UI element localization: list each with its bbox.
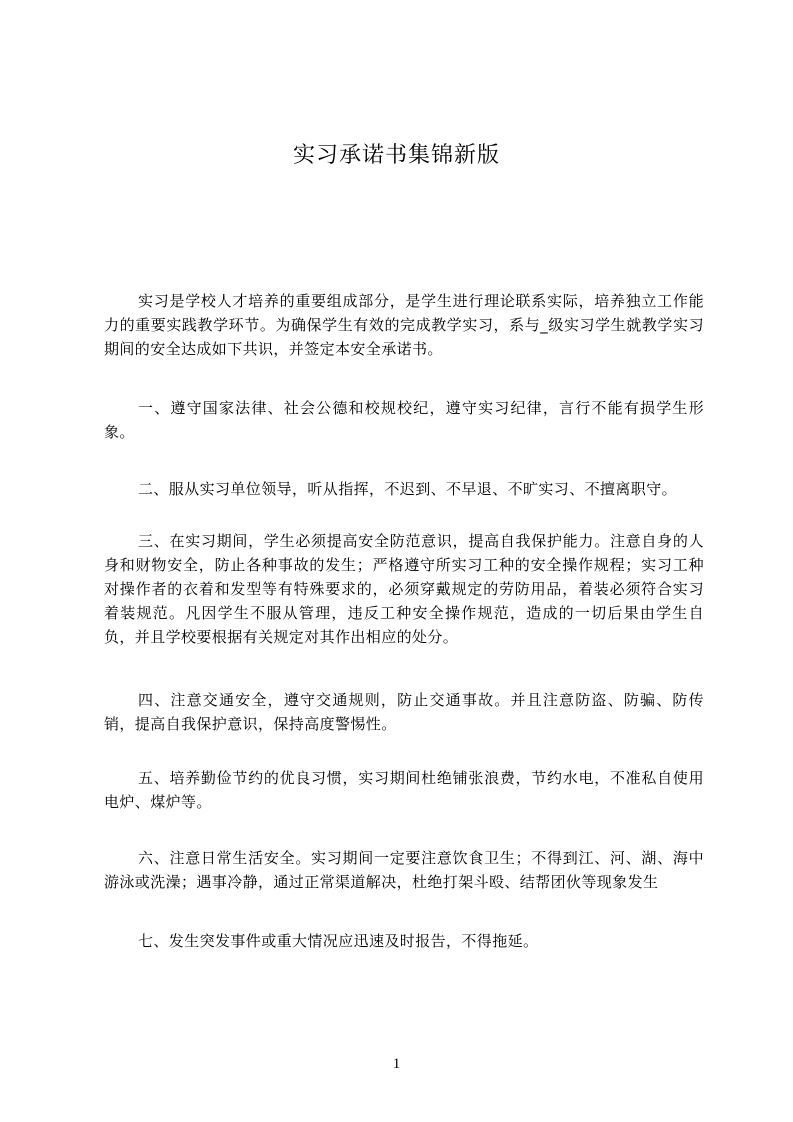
page-number: 1 [392,1056,401,1072]
item-paragraph-4: 四、注意交通安全，遵守交通规则，防止交通事故。并且注意防盗、防骗、防传销，提高自我保护意识，保持高度警惕性。 [104,691,704,733]
item-paragraph-7: 七、发生突发事件或重大情况应迅速及时报告，不得拖延。 [138,932,539,950]
item-paragraph-3: 三、在实习期间，学生必须提高安全防范意识，提高自我保护能力。注意自身的人身和财物安全，防止各种事故的发生；严格遵守所实习工种的安全操作规程；实习工种对操作者的衣着和发型等有特殊要求的，必须穿戴规定的劳防用品，着装必须符合实习着装规范。凡因学生不服从管理，违反工种安全操作规范，造成的一切后果由学生自负，并且学校要根据有关规定对其作出相应的处分。 [104,532,704,646]
intro-paragraph: 实习是学校人才培养的重要组成部分，是学生进行理论联系实际，培养独立工作能力的重要实践教学环节。为确保学生有效的完成教学实习，系与_级实习学生就教学实习期间的安全达成如下共识，并签定本安全承诺书。 [104,292,704,358]
item-paragraph-1: 一、遵守国家法律、社会公德和校规校纪，遵守实习纪律，言行不能有损学生形象。 [104,399,704,441]
item-paragraph-2: 二、服从实习单位领导，听从指挥，不迟到、不早退、不旷实习、不擅离职守。 [138,480,678,498]
item-paragraph-5: 五、培养勤俭节约的优良习惯，实习期间杜绝铺张浪费，节约水电，不准私自使用电炉、煤炉等。 [104,769,704,811]
item-paragraph-6: 六、注意日常生活安全。实习期间一定要注意饮食卫生；不得到江、河、湖、海中游泳或洗澡；遇事冷静，通过正常渠道解决，杜绝打架斗殴、结帮团伙等现象发生 [104,849,704,891]
document-title: 实习承诺书集锦新版 [292,143,500,168]
